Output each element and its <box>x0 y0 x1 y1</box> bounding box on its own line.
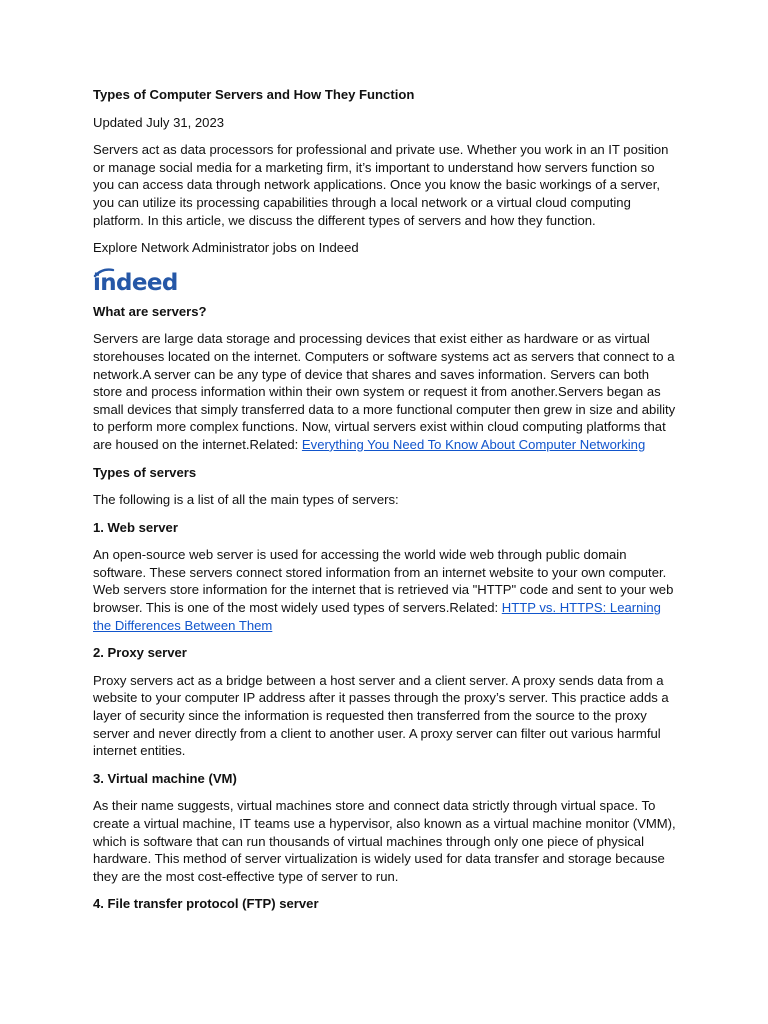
proxy-server-paragraph: Proxy servers act as a bridge between a host server and a client server. A proxy sends data from a website to your computer IP address after it passes through the proxy’s server. This practice adds a layer of security since the information is requested then transferred from the source to the proxy server and never directly from a client to another user. A proxy server can filter out various harmful internet entities. <box>93 672 669 759</box>
what-are-servers-paragraph <box>93 330 676 453</box>
logo-wordmark: indeed <box>93 269 178 293</box>
types-intro-paragraph: The following is a list of all the main types of servers: <box>93 492 399 508</box>
indeed-logo-svg <box>93 267 183 293</box>
what-are-servers-text: Servers are large data storage and processing devices that exist either as hardware or as virtual storehouses located on the internet. Computers or software systems act as servers that connect to a network.A server can be any type of device that shares and saves information. Servers can both store and process information within their own system or request it from another.Servers began as small devices that simply transferred data to a more functional computer then grew in size and ability to perform more complex functions. Now, virtual servers exist within cloud computing platforms that are housed on the internet.Related: <box>93 331 676 452</box>
virtual-machine-heading: 3. Virtual machine (VM) <box>93 770 237 786</box>
virtual-machine-paragraph: As their name suggests, virtual machines store and connect data strictly through virtual space. To create a virtual machine, IT teams use a hypervisor, also known as a virtual machine monitor (VMM), which is software that can run thousands of virtual machines through only one piece of physical hardware. This method of server virtualization is widely used for data transfer and storage because they are the most cost-effective type of server to run. <box>93 798 676 884</box>
article-title: Types of Computer Servers and How They Function <box>93 87 415 102</box>
explore-jobs-text: Explore Network Administrator jobs on Indeed <box>93 240 359 256</box>
intro-paragraph: Servers act as data processors for professional and private use. Whether you work in an IT position or manage social media for a marketing firm, it’s important to understand how servers function so you can access data through network applications. Once you know the basic workings of a server, you can utilize its processing capabilities through a local network or a virtual cloud computing platform. In this article, we discuss the different types of servers and how they function. <box>93 142 669 228</box>
web-server-heading: 1. Web server <box>93 519 178 535</box>
web-server-text: An open-source web server is used for accessing the world wide web through public domain software. These servers connect stored information from an internet website to your own computer. Web servers store information for the internet that is retrieved via "HTTP" code and sent to your web browser. This is one of the most widely used types of servers.Related: <box>93 547 674 616</box>
related-http-https-link[interactable]: HTTP vs. HTTPS: Learning the Differences Between Them <box>93 600 661 633</box>
related-networking-link[interactable]: Everything You Need To Know About Computer Networking <box>301 436 646 452</box>
proxy-server-heading: 2. Proxy server <box>93 645 187 661</box>
indeed-logo[interactable] <box>93 267 676 293</box>
what-are-servers-heading: What are servers? <box>93 303 207 319</box>
web-server-paragraph <box>93 546 676 634</box>
updated-date: Updated July 31, 2023 <box>93 114 225 130</box>
types-of-servers-heading: Types of servers <box>93 464 197 480</box>
ftp-server-heading: 4. File transfer protocol (FTP) server <box>93 896 319 912</box>
